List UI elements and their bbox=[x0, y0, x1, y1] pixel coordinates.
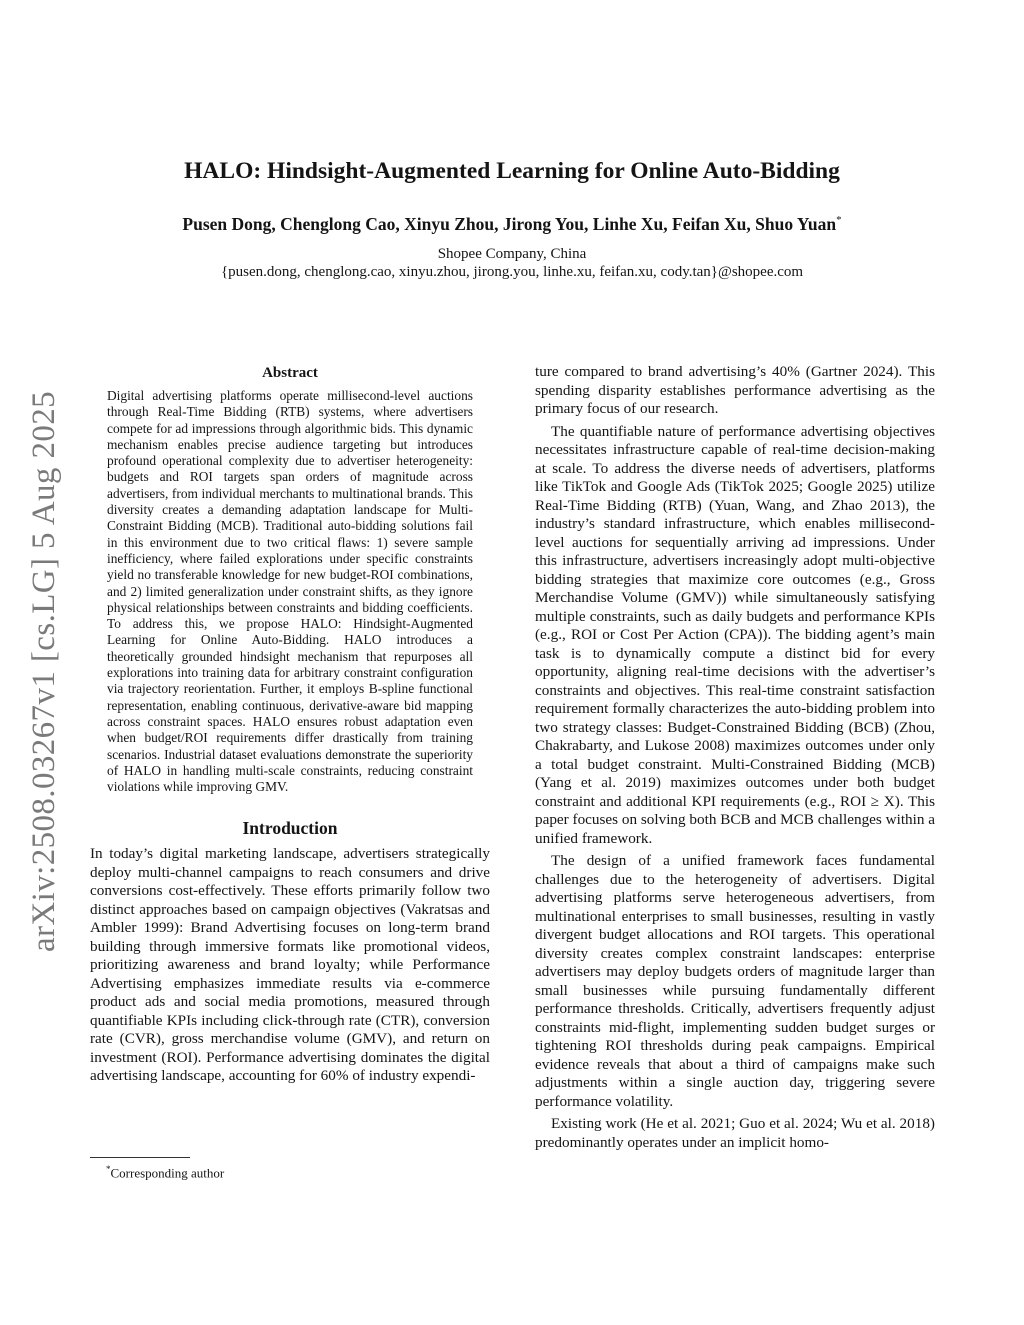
right-column bbox=[535, 363, 935, 1152]
arxiv-identifier: arXiv:2508.03267v1 [cs.LG] 5 Aug 2025 bbox=[26, 390, 62, 952]
author-emails: {pusen.dong, chenglong.cao, xinyu.zhou, jirong.you, linhe.xu, feifan.xu, cody.tan}@shopee.com bbox=[220, 264, 804, 280]
paper-title: HALO: Hindsight-Augmented Learning for Online Auto-Bidding bbox=[184, 158, 840, 184]
affiliation: Shopee Company, China bbox=[437, 246, 587, 262]
author-list bbox=[0, 214, 1024, 235]
footnote-divider bbox=[90, 1157, 190, 1158]
introduction-paragraph-3: The design of a unified framework faces fundamental challenges due to the heterogeneity of advertisers. Digital advertising platforms serve heterogeneous advertisers, from multinational enterprises to small businesses, resulting in vastly divergent budget allocations and ROI targets. This operational diversity creates complex constraint landscapes: enterprise advertisers may deploy budgets orders of magnitude larger than small businesses while pursuing fundamentally different performance thresholds. Critically, advertisers frequently adjust constraints mid-flight, implementing sudden budget surges or tightening ROI thresholds during peak campaigns. Empirical evidence reveals that about a third of campaigns make such adjustments within a single auction day, triggering severe performance volatility. bbox=[535, 852, 935, 1110]
author-names: Pusen Dong, Chenglong Cao, Xinyu Zhou, Jirong You, Linhe Xu, Feifan Xu, Shuo Yuan bbox=[182, 214, 837, 234]
footnote-text: Corresponding author bbox=[110, 1165, 225, 1181]
abstract-heading: Abstract bbox=[262, 365, 318, 381]
introduction-paragraph-2: The quantifiable nature of performance advertising objectives necessitates infrastructure capable of real-time decision-making at scale. To address the diverse needs of advertisers, platforms like TikTok and Google Ads (TikTok 2025; Google 2025) utilize Real-Time Bidding (RTB) (Yuan, Wang, and Zhao 2013), the industry’s standard infrastructure, which enables millisecond-level auctions for sequentially arriving ad impressions. Under this infrastructure, advertisers increasingly adopt multi-objective bidding strategies that maximize core outcomes (e.g., Gross Merchandise Volume (GMV)) while simultaneously satisfying multiple constraints, such as daily budgets and performance KPIs (e.g., ROI or Cost Per Action (CPA)). The bidding agent’s main task is to dynamically compute a distinct bid for every opportunity, aligning real-time decisions with the advertiser’s constraints and objectives. This real-time constraint satisfaction requirement formally characterizes the auto-bidding problem into two strategy classes: Budget-Constrained Bidding (BCB) (Zhou, Chakrabarty, and Lukose 2008) maximizes outcomes under only a total budget constraint. Multi-Constrained Bidding (MCB) (Yang et al. 2019) maximizes outcomes under both budget constraint and additional KPI requirements (e.g., ROI ≥ X). This paper focuses on solving both BCB and MCB challenges within a unified framework. bbox=[535, 422, 935, 847]
footnote bbox=[106, 1160, 224, 1182]
introduction-paragraph-1-continued: ture compared to brand advertising’s 40% (Gartner 2024). This spending disparity establishes performance advertising as the primary focus of our research. bbox=[535, 363, 935, 417]
left-column bbox=[90, 364, 490, 1086]
introduction-paragraph-4: Existing work (He et al. 2021; Guo et al. 2024; Wu et al. 2018) predominantly operates under an implicit homo- bbox=[535, 1115, 935, 1151]
corresponding-author-mark: * bbox=[836, 214, 842, 227]
introduction-paragraph-1: In today’s digital marketing landscape, advertisers strategically deploy multi-channel campaigns to reach consumers and drive conversions cost-effectively. These efforts primarily follow two distinct approaches based on campaign objectives (Vakratsas and Ambler 1999): Brand Advertising focuses on long-term brand building through immersive formats like promotional videos, prioritizing awareness and brand loyalty; while Performance Advertising emphasizes immediate results via e-commerce product ads and social media promotions, measured through quantifiable KPIs including click-through rate (CTR), conversion rate (CVR), gross merchandise volume (GMV), and return on investment (ROI). Performance advertising dominates the digital advertising landscape, accounting for 60% of industry expendi- bbox=[90, 845, 490, 1085]
abstract bbox=[107, 364, 473, 795]
introduction-heading: Introduction bbox=[242, 818, 338, 839]
footnote-mark: * bbox=[106, 1164, 111, 1174]
abstract-text: Digital advertising platforms operate millisecond-level auctions through Real-Time Bidding (RTB) systems, where advertisers compete for ad impressions through algorithmic bids. This dynamic mechanism enables precise audience targeting but introduces profound operational complexity due to advertiser heterogeneity: budgets and ROI targets span orders of magnitude across advertisers, from individual merchants to multinational brands. This diversity creates a demanding adaptation landscape for Multi-Constraint Bidding (MCB). Traditional auto-bidding solutions fail in this environment due to two critical flaws: 1) severe sample inefficiency, where failed explorations under specific constraints yield no transferable knowledge for new budget-ROI combinations, and 2) limited generalization under constraint shifts, as they ignore physical relationships between constraints and bidding coefficients. To address this, we propose HALO: Hindsight-Augmented Learning for Online Auto-Bidding. HALO introduces a theoretically grounded hindsight mechanism that repurposes all explorations into training data for arbitrary constraint configuration via trajectory reorientation. Further, it employs B-spline functional representation, enabling continuous, derivative-aware bid mapping across constraint spaces. HALO ensures robust adaptation even when budget/ROI requirements differ drastically from training scenarios. Industrial dataset evaluations demonstrate the superiority of HALO in handling multi-scale constraints, reducing constraint violations while improving GMV. bbox=[107, 388, 473, 795]
